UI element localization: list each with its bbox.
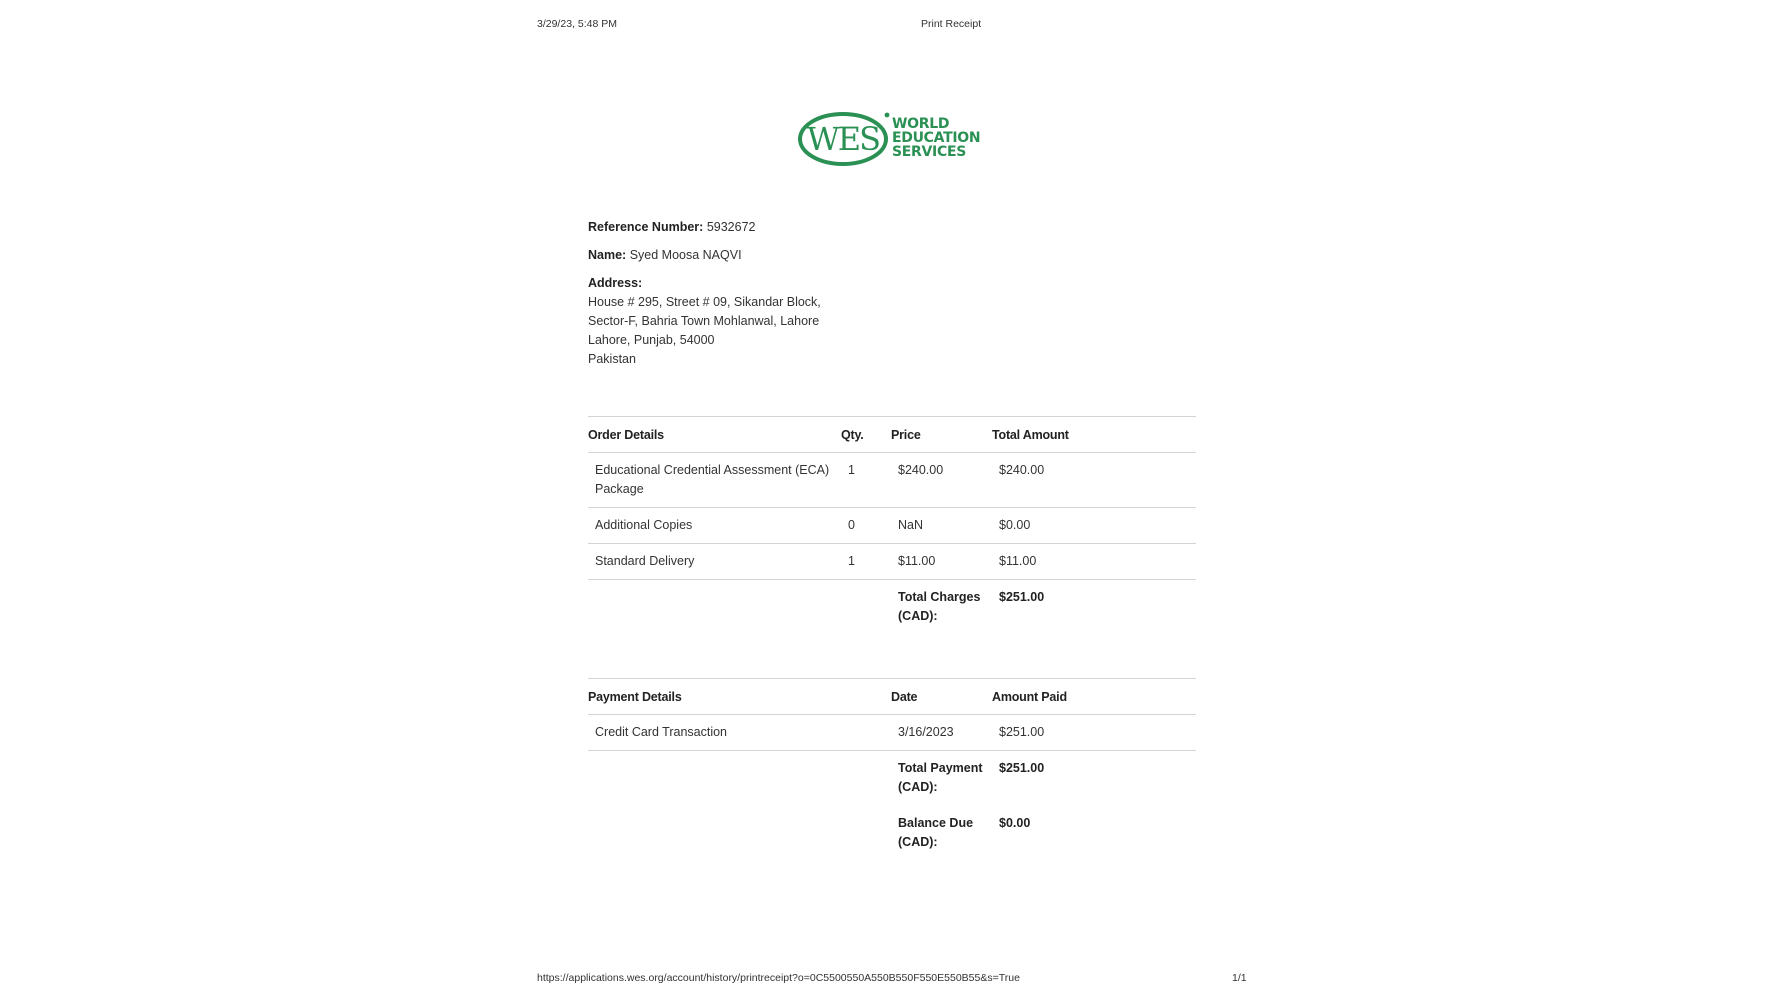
order-total-row [588, 580, 1196, 636]
logo-mark-text: WES [806, 120, 880, 158]
print-url: https://applications.wes.org/account/history/printreceipt?o=0C5500550A550B550F550E550B55&s=True [537, 972, 1020, 984]
address-label: Address: [588, 276, 643, 290]
reference-value: 5932672 [706, 220, 756, 234]
wes-logo-wordmark [892, 117, 980, 159]
logo-line-1: WORLD [892, 116, 950, 132]
address-line: Pakistan [588, 352, 636, 366]
order-header-row [588, 417, 1196, 453]
name-row [588, 246, 821, 265]
order-price: NaN [891, 508, 992, 544]
balance-due-row [588, 806, 1196, 861]
order-header-price: Price [891, 417, 992, 453]
total-charges-label: Total Charges (CAD): [898, 590, 981, 623]
order-header-details: Order Details [588, 417, 841, 453]
payment-header-details: Payment Details [588, 679, 891, 715]
order-price: $11.00 [891, 544, 992, 580]
address-line: Lahore, Punjab, 54000 [588, 333, 715, 347]
reference-label: Reference Number: [588, 220, 704, 234]
payment-header-row [588, 679, 1196, 715]
total-charges-value: $251.00 [999, 590, 1045, 604]
print-timestamp: 3/29/23, 5:48 PM [537, 18, 617, 30]
print-page-number: 1/1 [1232, 972, 1247, 984]
table-row [588, 508, 1196, 544]
address-line: Sector-F, Bahria Town Mohlanwal, Lahore [588, 314, 820, 328]
order-price: $240.00 [891, 453, 992, 508]
payment-header-amount: Amount Paid [992, 679, 1196, 715]
order-header-total: Total Amount [992, 417, 1196, 453]
customer-info [588, 218, 821, 378]
balance-due-value: $0.00 [999, 816, 1031, 830]
wes-logo [797, 108, 993, 168]
order-item: Educational Credential Assessment (ECA) Package [588, 453, 841, 508]
order-item: Additional Copies [588, 508, 841, 544]
name-value: Syed Moosa NAQVI [629, 248, 742, 262]
address-block [588, 274, 821, 369]
reference-row [588, 218, 821, 237]
address-lines [588, 293, 821, 369]
table-row [588, 544, 1196, 580]
order-table [588, 416, 1196, 635]
order-total: $0.00 [992, 508, 1196, 544]
address-line: House # 295, Street # 09, Sikandar Block, [588, 295, 821, 309]
total-payment-row [588, 751, 1196, 807]
order-total: $240.00 [992, 453, 1196, 508]
order-qty: 0 [841, 508, 891, 544]
payment-amount: $251.00 [992, 715, 1196, 751]
print-page-title: Print Receipt [921, 18, 982, 30]
payment-table [588, 678, 1196, 861]
order-qty: 1 [841, 544, 891, 580]
total-payment-label: Total Payment (CAD): [898, 761, 983, 794]
table-row [588, 453, 1196, 508]
payment-header-date: Date [891, 679, 992, 715]
payment-date: 3/16/2023 [891, 715, 992, 751]
logo-line-3: SERVICES [892, 144, 966, 160]
order-item: Standard Delivery [588, 544, 841, 580]
order-qty: 1 [841, 453, 891, 508]
order-header-qty: Qty. [841, 417, 891, 453]
wes-logo-mark [797, 108, 893, 168]
logo-line-2: EDUCATION [892, 130, 981, 146]
payment-method: Credit Card Transaction [588, 715, 891, 751]
order-total: $11.00 [992, 544, 1196, 580]
balance-due-label: Balance Due (CAD): [898, 816, 974, 849]
table-row [588, 715, 1196, 751]
total-payment-value: $251.00 [999, 761, 1045, 775]
name-label: Name: [588, 248, 627, 262]
